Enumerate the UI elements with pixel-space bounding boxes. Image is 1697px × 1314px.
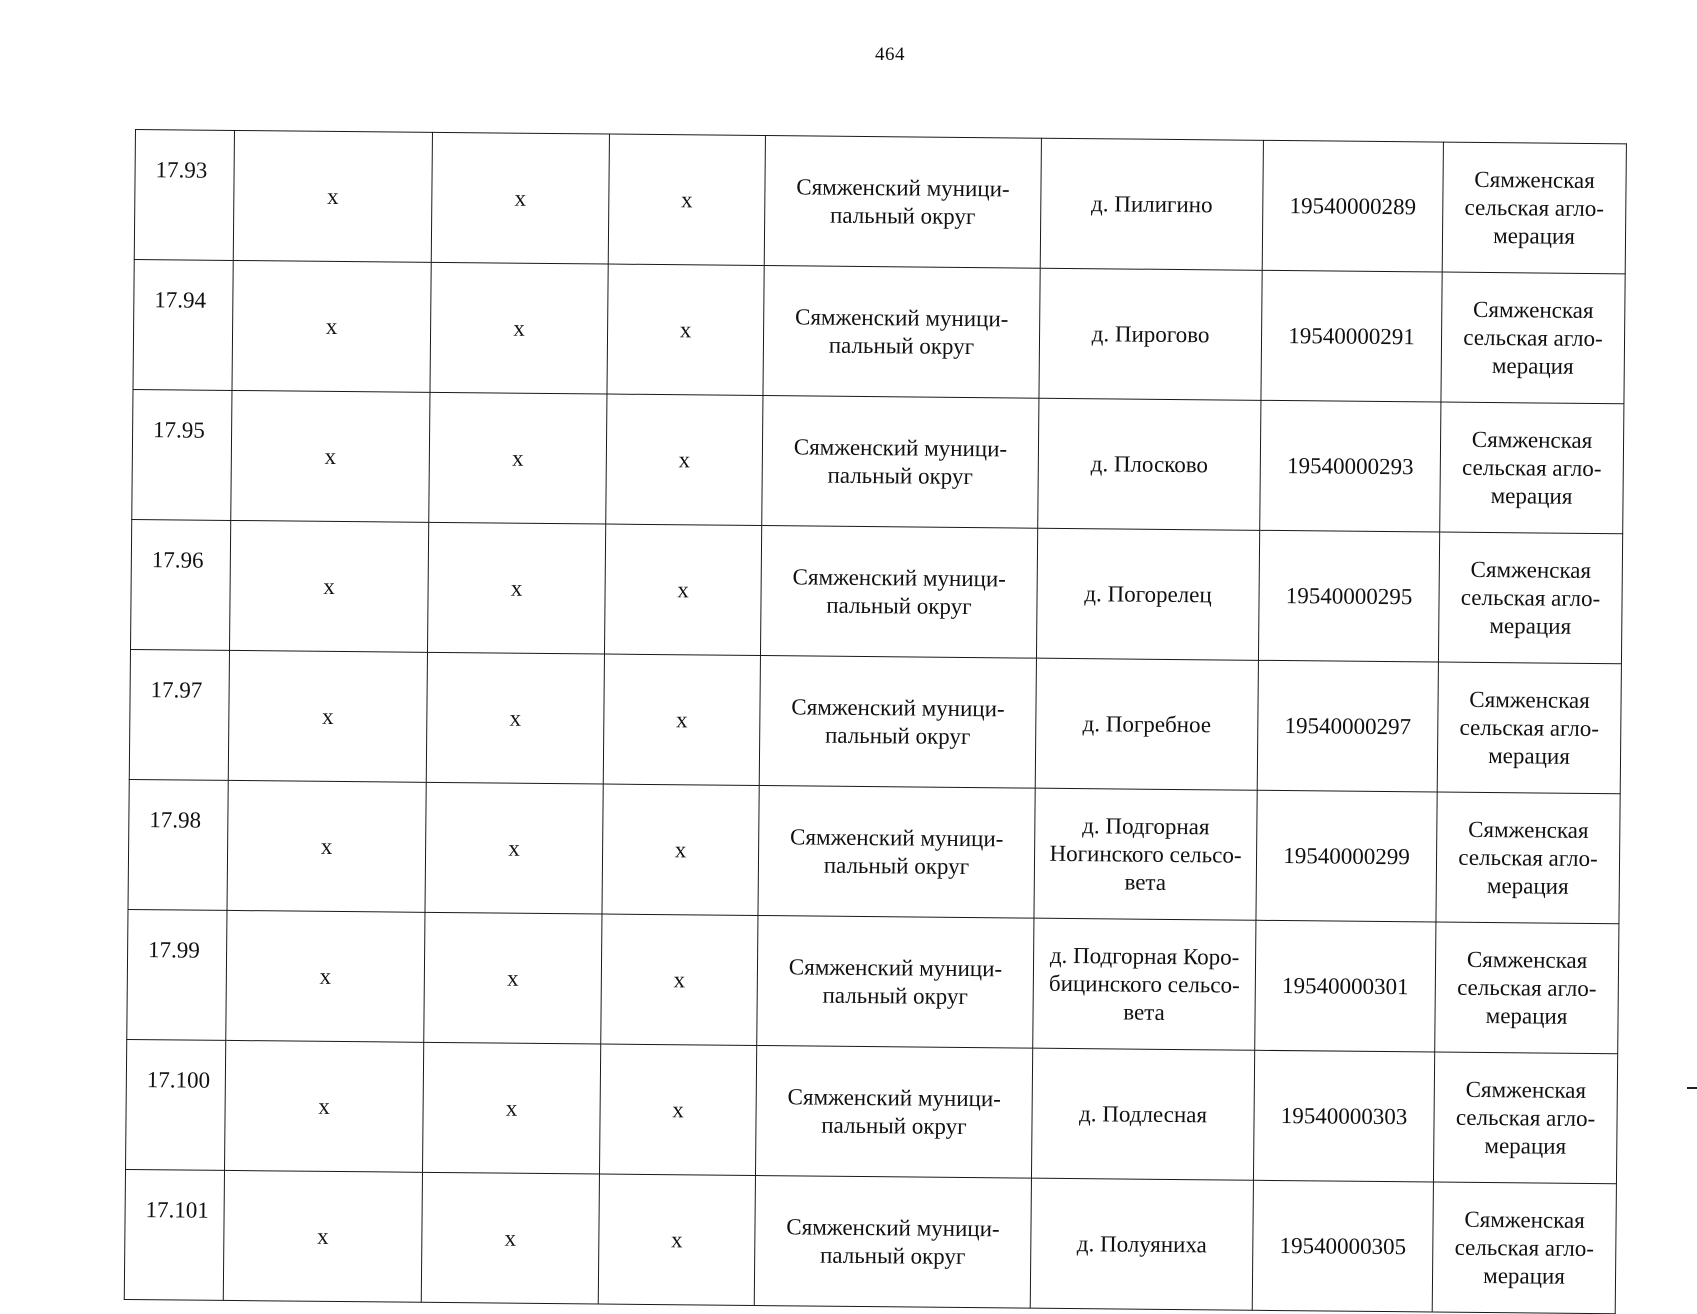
municipality-cell: Сямженский муници-пальный округ [755,1046,1032,1179]
register-sheet [124,129,1627,1314]
settlement-cell: д. Полуяниха [1030,1178,1253,1310]
oktmo-code-cell: 19540000301 [1255,920,1436,1052]
x-mark-cell: x [430,262,608,394]
x-mark-cell: x [227,780,426,912]
table-row [128,779,1620,923]
table-row [127,909,1619,1053]
oktmo-code-cell: 19540000305 [1252,1180,1433,1312]
x-mark-cell: x [426,652,604,784]
x-mark-cell: x [599,1044,756,1175]
page-number: 464 [875,44,905,65]
table-row [129,649,1621,793]
settlement-cell: д. Пирогово [1039,268,1262,400]
municipality-cell: Сямженский муници-пальный округ [763,266,1040,399]
edge-mark [1687,1087,1697,1089]
table-row [126,1039,1618,1183]
agglomeration-cell: Сямженская сельская агло-мерация [1438,532,1622,664]
row-number-cell: 17.101 [124,1169,224,1300]
settlement-cell: д. Погребное [1035,658,1258,790]
municipality-cell: Сямженский муници-пальный округ [757,916,1034,1049]
x-mark-cell: x [229,520,428,652]
oktmo-code-cell: 19540000289 [1262,140,1443,272]
settlement-cell: д. Подлесная [1031,1048,1254,1180]
row-number-cell: 17.99 [127,909,227,1040]
table-body [124,130,1626,1314]
municipality-cell: Сямженский муници-пальный округ [758,786,1035,919]
table-row [134,130,1626,274]
x-mark-cell: x [425,782,603,914]
settlement-cell: д. Плосково [1038,398,1261,530]
x-mark-cell: x [231,390,430,522]
oktmo-code-cell: 19540000303 [1253,1050,1434,1182]
x-mark-cell: x [429,392,607,524]
row-number-cell: 17.95 [132,389,232,520]
municipality-cell: Сямженский муници-пальный округ [760,526,1037,659]
table-row [131,519,1623,663]
x-mark-cell: x [422,1042,600,1174]
agglomeration-cell: Сямженская сельская агло-мерация [1433,1052,1617,1184]
settlement-cell: д. Пилигино [1040,138,1263,270]
x-mark-cell: x [607,264,764,395]
x-mark-cell: x [226,910,425,1042]
x-mark-cell: x [225,1040,424,1172]
agglomeration-cell: Сямженская сельская агло-мерация [1435,922,1619,1054]
x-mark-cell: x [602,784,759,915]
x-mark-cell: x [603,654,760,785]
agglomeration-cell: Сямженская сельская агло-мерация [1437,662,1621,794]
agglomeration-cell: Сямженская сельская агло-мерация [1441,272,1625,404]
oktmo-code-cell: 19540000297 [1257,660,1438,792]
x-mark-cell: x [228,650,427,782]
x-mark-cell: x [608,134,765,265]
row-number-cell: 17.98 [128,779,228,910]
row-number-cell: 17.96 [131,519,231,650]
settlement-cell: д. Подгорная Ногинского сельсо-вета [1034,788,1257,920]
municipality-cell: Сямженский муници-пальный округ [759,656,1036,789]
oktmo-code-cell: 19540000291 [1261,270,1442,402]
x-mark-cell: x [424,912,602,1044]
x-mark-cell: x [431,132,609,264]
row-number-cell: 17.100 [126,1039,226,1170]
municipality-cell: Сямженский муници-пальный округ [764,136,1041,269]
table-row [132,389,1624,533]
settlement-table [124,129,1627,1314]
x-mark-cell: x [598,1174,755,1305]
agglomeration-cell: Сямженская сельская агло-мерация [1436,792,1620,924]
x-mark-cell: x [601,914,758,1045]
agglomeration-cell: Сямженская сельская агло-мерация [1442,142,1626,274]
x-mark-cell: x [427,522,605,654]
row-number-cell: 17.94 [133,259,233,390]
municipality-cell: Сямженский муници-пальный округ [762,396,1039,529]
oktmo-code-cell: 19540000299 [1256,790,1437,922]
settlement-cell: д. Подгорная Коро-бицинского сельсо-вета [1033,918,1256,1050]
settlement-cell: д. Погорелец [1036,528,1259,660]
agglomeration-cell: Сямженская сельская агло-мерация [1440,402,1624,534]
x-mark-cell: x [223,1170,422,1302]
x-mark-cell: x [604,524,761,655]
row-number-cell: 17.93 [134,130,234,261]
table-row [124,1169,1616,1313]
x-mark-cell: x [606,394,763,525]
municipality-cell: Сямженский муници-пальный округ [754,1176,1031,1309]
x-mark-cell: x [232,260,431,392]
row-number-cell: 17.97 [129,649,229,780]
x-mark-cell: x [233,130,432,262]
oktmo-code-cell: 19540000295 [1258,530,1439,662]
x-mark-cell: x [421,1172,599,1304]
agglomeration-cell: Сямженская сельская агло-мерация [1432,1182,1616,1314]
table-row [133,259,1625,403]
oktmo-code-cell: 19540000293 [1260,400,1441,532]
